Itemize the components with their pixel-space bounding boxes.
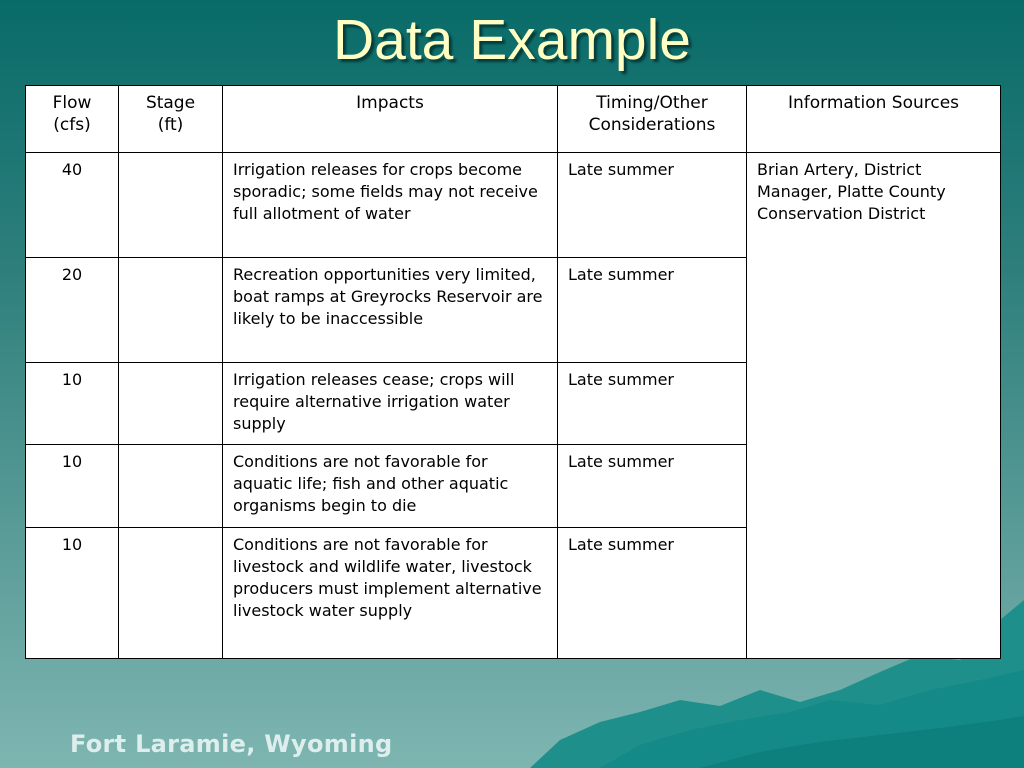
data-table [25, 85, 1001, 659]
footer-location: Fort Laramie, Wyoming [70, 730, 393, 758]
header-impacts: Impacts [223, 86, 558, 153]
impact-cell: Irrigation releases cease; crops will require alternative irrigation water supply [223, 363, 558, 445]
header-flow [26, 86, 119, 153]
stage-cell [119, 153, 223, 258]
timing-cell: Late summer [558, 445, 747, 528]
timing-cell: Late summer [558, 258, 747, 363]
header-flow-label: Flow (cfs) [52, 93, 92, 135]
impact-cell: Recreation opportunities very limited, boat ramps at Greyrocks Reservoir are likely to be inaccessible [223, 258, 558, 363]
stage-cell [119, 445, 223, 528]
header-stage-label: Stage (ft) [145, 93, 196, 135]
header-sources: Information Sources [747, 86, 1001, 153]
header-stage [119, 86, 223, 153]
flow-cell: 10 [26, 363, 119, 445]
flow-cell: 20 [26, 258, 119, 363]
flow-cell: 10 [26, 445, 119, 528]
flow-cell: 10 [26, 528, 119, 659]
flow-cell: 40 [26, 153, 119, 258]
impact-cell: Conditions are not favorable for livestock and wildlife water, livestock producers must implement alternative livestock water supply [223, 528, 558, 659]
header-timing: Timing/Other Considerations [558, 86, 747, 153]
impact-cell: Conditions are not favorable for aquatic life; fish and other aquatic organisms begin to die [223, 445, 558, 528]
timing-cell: Late summer [558, 153, 747, 258]
information-sources-cell: Brian Artery, District Manager, Platte County Conservation District [747, 153, 1001, 659]
table-row [26, 153, 1001, 258]
stage-cell [119, 363, 223, 445]
timing-cell: Late summer [558, 363, 747, 445]
page-title: Data Example [332, 8, 691, 72]
table-header-row [26, 86, 1001, 153]
impact-cell: Irrigation releases for crops become sporadic; some fields may not receive full allotment of water [223, 153, 558, 258]
timing-cell: Late summer [558, 528, 747, 659]
stage-cell [119, 528, 223, 659]
stage-cell [119, 258, 223, 363]
